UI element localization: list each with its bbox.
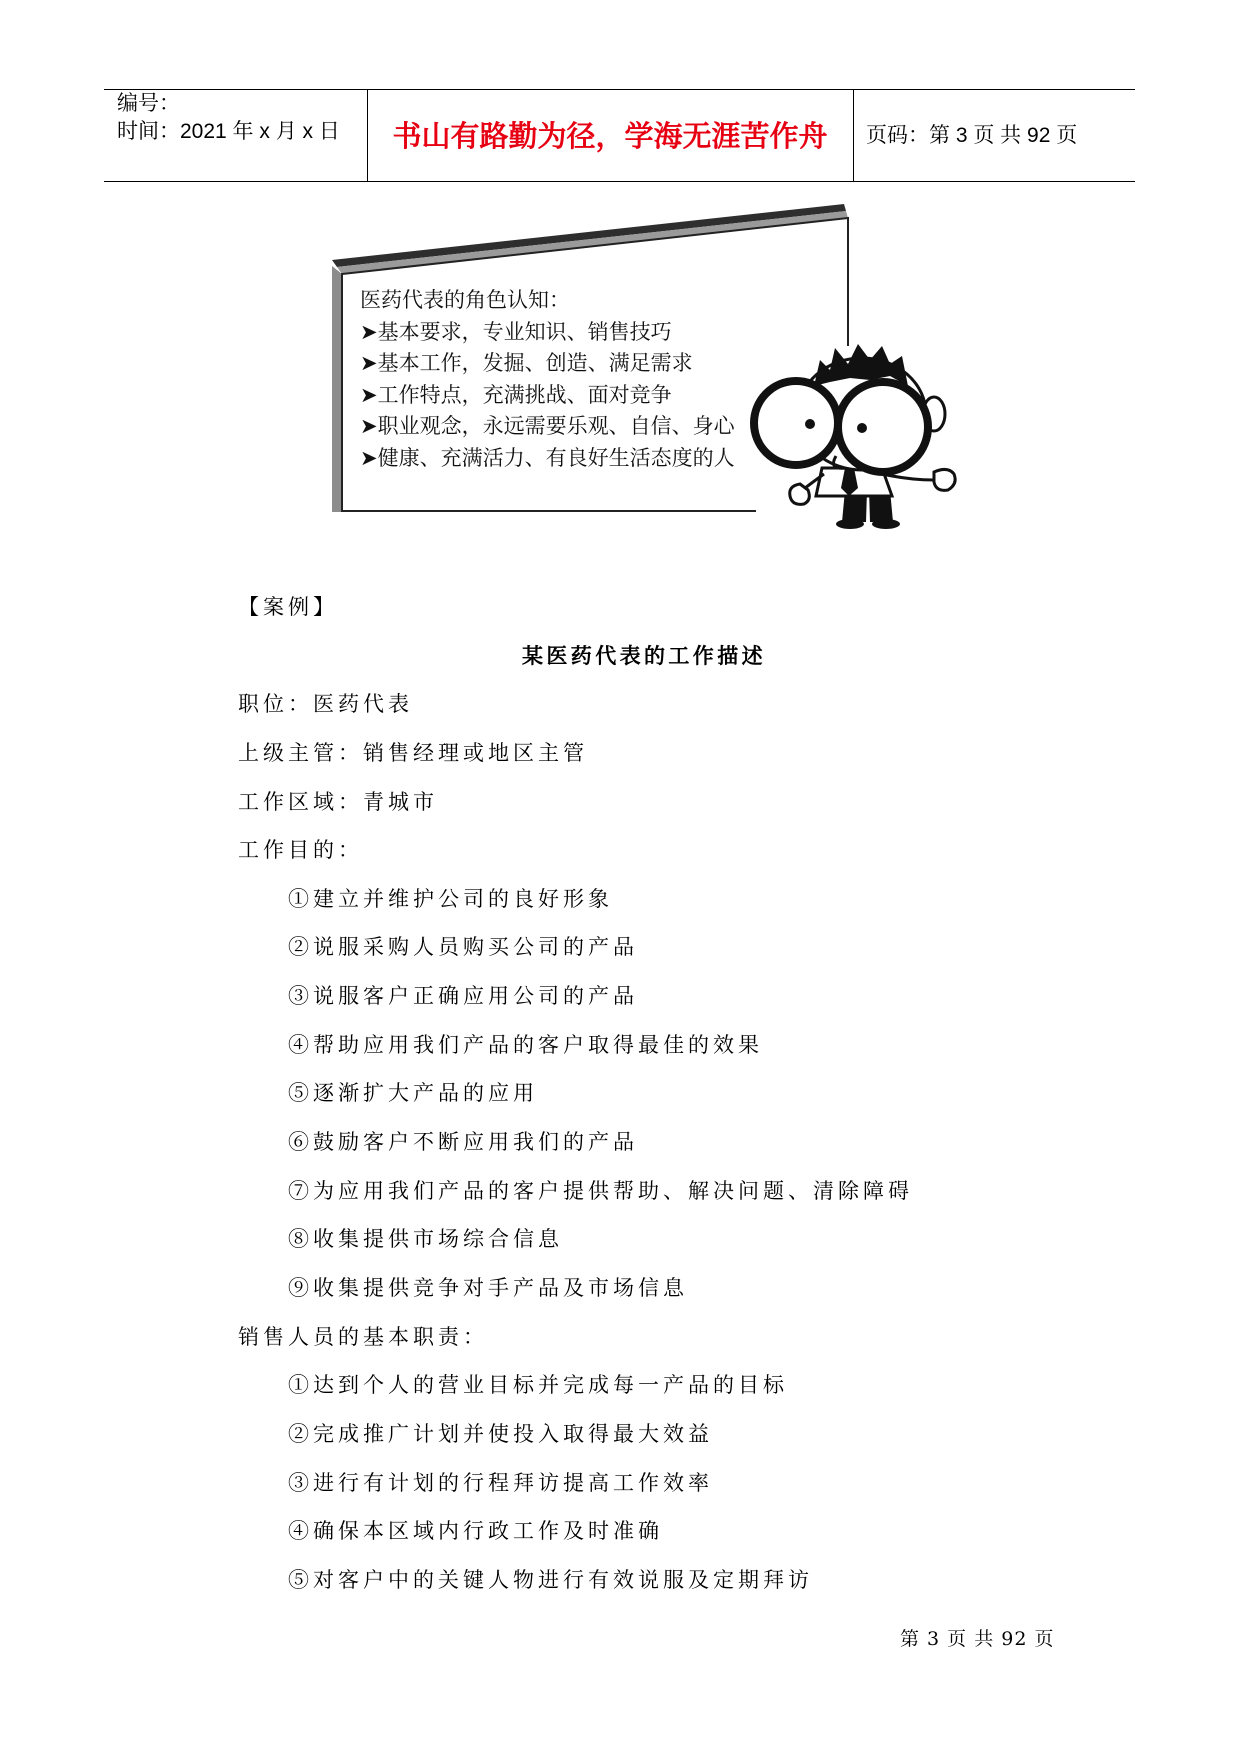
- cartoon-left-hand: [790, 484, 810, 504]
- callout-text-block: [360, 285, 760, 475]
- purpose-item: ⑥鼓励客户不断应用我们的产品: [288, 1130, 638, 1155]
- callout-item: ➤工作特点，充满挑战、面对竞争: [360, 382, 672, 407]
- duty-item: ②完成推广计划并使投入取得最大效益: [288, 1421, 713, 1446]
- header-rule-top: [104, 89, 1135, 90]
- purpose-item: ⑦为应用我们产品的客户提供帮助、解决问题、清除障碍: [288, 1178, 913, 1203]
- glasses-right-lens: [838, 382, 928, 472]
- footer-page-info: 第 3 页 共 92 页: [900, 1628, 1055, 1650]
- work-area-field: 工作区域：青城市: [238, 789, 438, 814]
- document-body: [0, 583, 1241, 1604]
- position-field: 职位：医药代表: [238, 692, 413, 717]
- callout-shadow-left: [332, 266, 342, 512]
- duty-item: ④确保本区域内行政工作及时准确: [288, 1519, 663, 1544]
- callout-title: 医药代表的角色认知：: [360, 288, 570, 312]
- cartoon-left-pupil: [805, 419, 815, 429]
- case-label: 【案例】: [238, 595, 338, 619]
- purpose-item: ⑨收集提供竞争对手产品及市场信息: [288, 1275, 688, 1300]
- glasses-left-lens: [754, 381, 838, 465]
- purpose-item: ⑧收集提供市场综合信息: [288, 1227, 563, 1252]
- cartoon-left-shoe: [836, 519, 864, 529]
- header-page-info: 页码：第 3 页 共 92 页: [866, 124, 1078, 147]
- cartoon-right-hand: [934, 469, 955, 490]
- callout-item: ➤基本工作，发掘、创造、满足需求: [360, 351, 693, 376]
- supervisor-field: 上级主管：销售经理或地区主管: [238, 740, 588, 765]
- duty-item: ③进行有计划的行程拜访提高工作效率: [288, 1470, 713, 1495]
- header-divider-right: [853, 89, 854, 182]
- purpose-item: ⑤逐渐扩大产品的应用: [288, 1081, 538, 1106]
- duties-heading: 销售人员的基本职责：: [238, 1324, 488, 1349]
- purpose-item: ②说服采购人员购买公司的产品: [288, 935, 638, 960]
- cartoon-right-pupil: [857, 423, 867, 433]
- purpose-item: ③说服客户正确应用公司的产品: [288, 984, 638, 1009]
- purpose-item: ①建立并维护公司的良好形象: [288, 886, 613, 911]
- purpose-heading: 工作目的：: [238, 838, 363, 863]
- header-rule-bottom: [104, 181, 1135, 182]
- callout-item: ➤基本要求，专业知识、销售技巧: [360, 319, 672, 344]
- duty-item: ①达到个人的营业目标并完成每一产品的目标: [288, 1373, 788, 1398]
- cartoon-right-shoe: [872, 519, 900, 529]
- header-motto: 书山有路勤为径，学海无涯苦作舟: [392, 119, 828, 153]
- callout-item: ➤健康、充满活力、有良好生活态度的人: [360, 445, 735, 470]
- duty-item: ⑤对客户中的关键人物进行有效说服及定期拜访: [288, 1567, 813, 1592]
- purpose-item: ④帮助应用我们产品的客户取得最佳的效果: [288, 1032, 763, 1057]
- callout-item: ➤职业观念，永远需要乐观、自信、身心: [360, 414, 735, 439]
- doc-time-label: 时间：2021 年 x 月 x 日: [117, 120, 340, 143]
- doc-number-label: 编号：: [117, 92, 180, 115]
- document-title: 某医药代表的工作描述: [522, 642, 766, 668]
